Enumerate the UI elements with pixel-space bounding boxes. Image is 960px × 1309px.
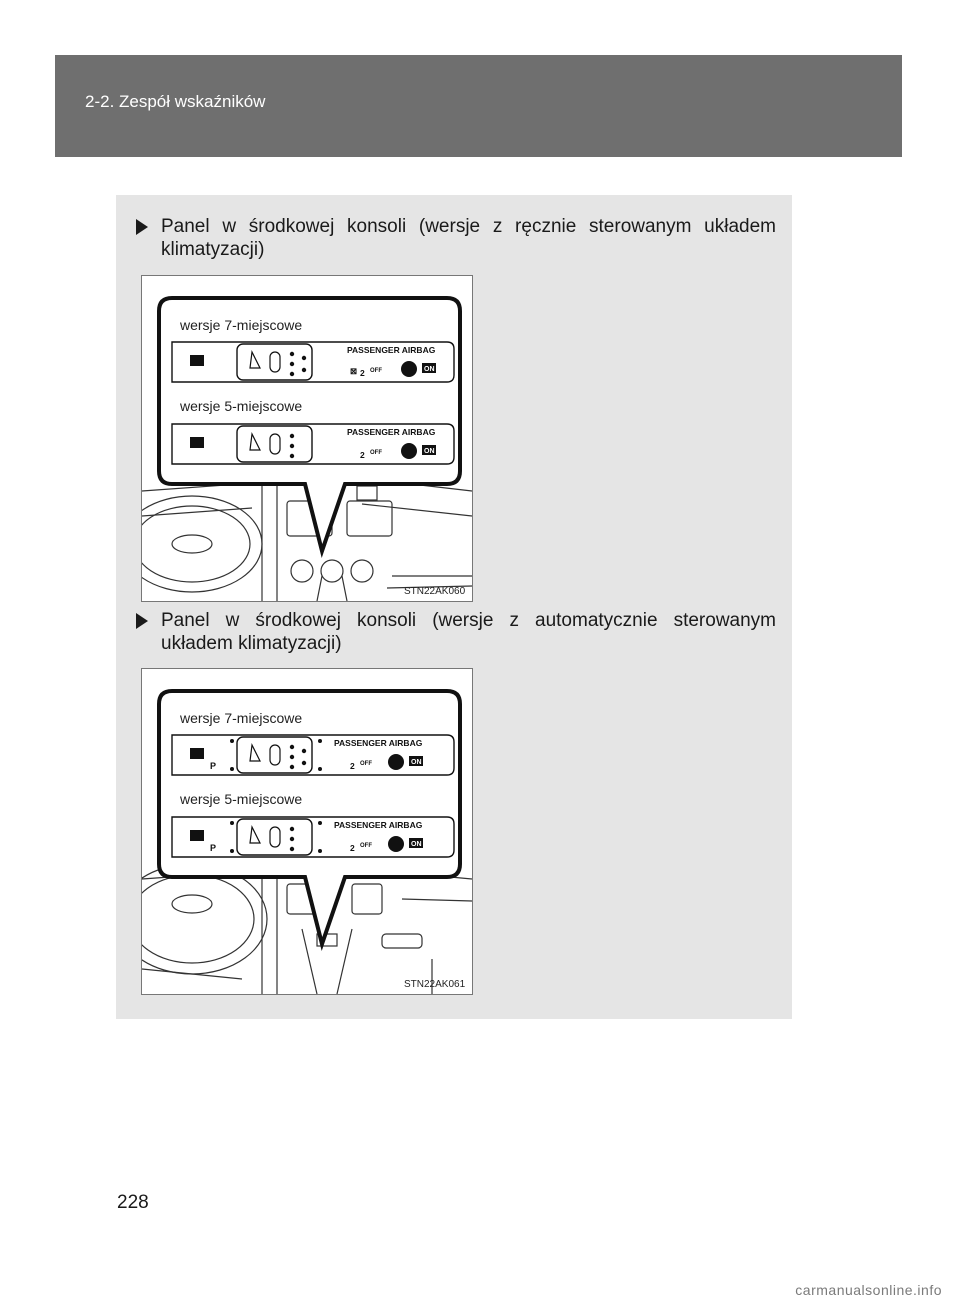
figure-code: STN22AK061 [404, 979, 466, 990]
door-lock-icon [190, 748, 204, 759]
variant-5-label: wersje 5-miejscowe [180, 398, 303, 414]
on-label: ON [411, 841, 422, 848]
airbag-on-icon [401, 443, 417, 459]
section-title: 2-2. Zespół wskaźników [85, 92, 266, 111]
variant-7-label: wersje 7-miejscowe [180, 317, 303, 333]
bullet-text: Panel w środkowej konsoli (wersje z ręcznie sterowanym układem klimatyzacji) [161, 216, 776, 260]
parking-sensor-icon: P [210, 843, 217, 853]
on-label: ON [424, 366, 435, 373]
watermark[interactable]: carmanualsonline.info [795, 1282, 942, 1298]
airbag-off-icon: ⊠ [350, 366, 358, 376]
variant-5-label: wersje 5-miejscowe [180, 791, 303, 807]
dashboard-illustration [142, 276, 472, 601]
parking-sensor-icon: P [210, 761, 217, 771]
page-number: 228 [117, 1192, 149, 1213]
door-lock-icon [190, 355, 204, 366]
dashboard-figure-automatic [141, 668, 473, 995]
dashboard-figure-manual [141, 275, 473, 602]
passenger-airbag-label: PASSENGER AIRBAG [334, 820, 423, 830]
passenger-airbag-label: PASSENGER AIRBAG [347, 345, 436, 355]
off-label: OFF [360, 761, 372, 767]
variant-7-label: wersje 7-miejscowe [180, 710, 303, 726]
arrow-right-icon [136, 613, 148, 629]
airbag-on-icon [388, 754, 404, 770]
seat-number: 2 [350, 761, 355, 771]
section-header [55, 55, 902, 157]
seat-number: 2 [360, 450, 365, 460]
content-panel [116, 195, 792, 1019]
arrow-right-icon [136, 219, 148, 235]
bullet-item [136, 609, 776, 655]
off-label: OFF [370, 368, 382, 374]
seat-number: 2 [360, 368, 365, 378]
off-label: OFF [360, 843, 372, 849]
figure-code: STN22AK060 [404, 586, 466, 597]
passenger-airbag-label: PASSENGER AIRBAG [334, 738, 423, 748]
seat-number: 2 [350, 843, 355, 853]
on-label: ON [424, 448, 435, 455]
off-label: OFF [370, 450, 382, 456]
passenger-airbag-label: PASSENGER AIRBAG [347, 427, 436, 437]
bullet-text: Panel w środkowej konsoli (wersje z automatycznie sterowanym układem klimatyzacji) [161, 610, 776, 654]
door-lock-icon [190, 830, 204, 841]
door-lock-icon [190, 437, 204, 448]
airbag-on-icon [401, 361, 417, 377]
dashboard-illustration [142, 669, 472, 994]
airbag-on-icon [388, 836, 404, 852]
bullet-item [136, 215, 776, 261]
on-label: ON [411, 759, 422, 766]
